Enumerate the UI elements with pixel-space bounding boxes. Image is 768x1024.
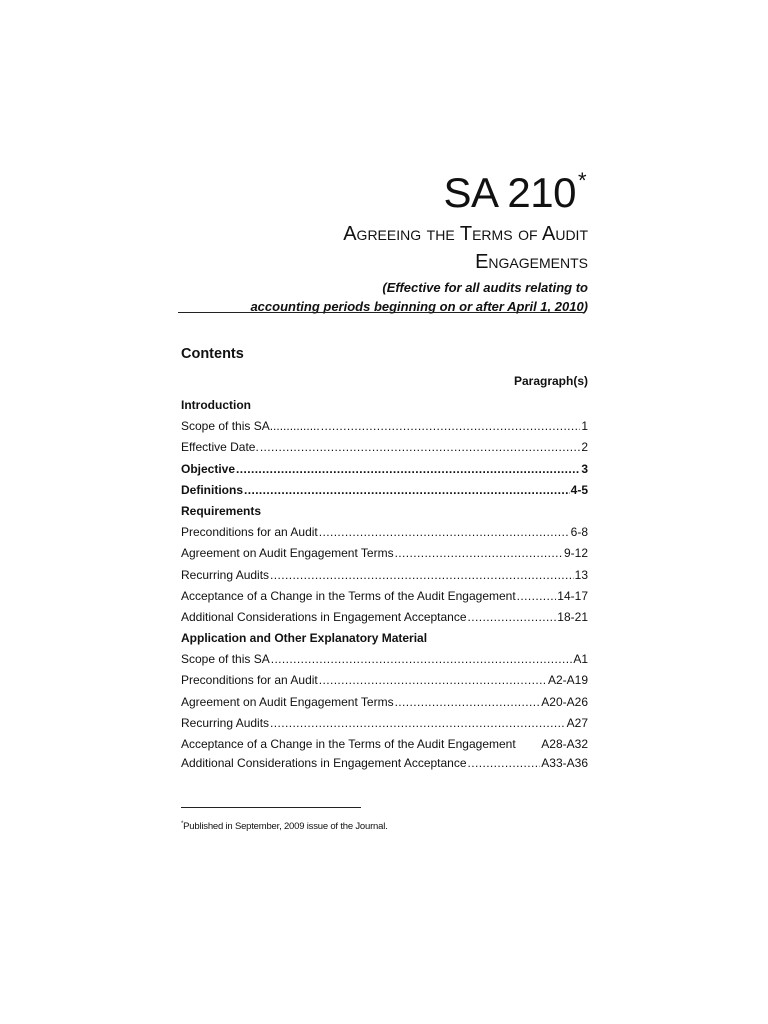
toc-entry-label: Recurring Audits	[181, 715, 270, 730]
document-header	[178, 160, 588, 316]
toc-paragraph-ref: A33-A36	[541, 756, 588, 770]
dot-leader	[319, 673, 547, 687]
effective-date-line: (Effective for all audits relating to	[382, 280, 588, 295]
dot-leader	[260, 440, 580, 454]
footnote-divider	[181, 807, 361, 808]
table-of-contents	[181, 398, 588, 777]
toc-entry-label: Scope of this SA	[181, 652, 270, 667]
dot-leader	[244, 483, 570, 497]
toc-paragraph-ref: 18-21	[557, 609, 588, 624]
toc-entry	[181, 462, 588, 483]
toc-paragraph-ref: 9-12	[563, 546, 588, 561]
dot-leader	[270, 568, 574, 582]
toc-entry	[181, 419, 588, 440]
toc-paragraph-ref: A1	[573, 652, 588, 667]
toc-entry	[181, 440, 588, 461]
toc-entry	[181, 525, 588, 546]
toc-entry-label: Recurring Audits	[181, 567, 270, 582]
dot-leader	[395, 546, 563, 560]
toc-entry	[181, 756, 588, 777]
toc-paragraph-ref: 13	[574, 567, 588, 582]
toc-section-heading	[181, 504, 588, 525]
footnote-text: Published in September, 2009 issue of the Journal.	[183, 821, 388, 833]
toc-entry	[181, 589, 588, 610]
dot-leader	[319, 525, 570, 539]
toc-paragraph-ref: 2	[581, 440, 588, 455]
toc-paragraph-ref: 3	[581, 461, 588, 476]
dot-leader	[321, 419, 581, 433]
standard-number-text: SA 210	[443, 169, 576, 216]
toc-entry-label: Preconditions for an Audit	[181, 525, 318, 540]
toc-entry-label: Additional Considerations in Engagement Acceptance	[181, 756, 467, 770]
toc-entry-label: Preconditions for an Audit	[181, 673, 318, 688]
toc-entry	[181, 610, 588, 631]
standard-title-line: Agreeing the Terms of Audit	[343, 223, 588, 245]
toc-entry	[181, 695, 588, 716]
standard-title	[178, 220, 588, 276]
toc-paragraph-ref: A27	[566, 715, 588, 730]
standard-number	[178, 160, 586, 218]
toc-entry-label: Agreement on Audit Engagement Terms	[181, 546, 394, 561]
contents-heading: Contents	[181, 346, 244, 362]
toc-entry-label: Acceptance of a Change in the Terms of the Audit Engagement	[181, 588, 516, 603]
toc-entry	[181, 716, 588, 737]
toc-paragraph-ref: A2-A19	[547, 673, 588, 688]
effective-date-line: accounting periods beginning on or after April 1, 2010)	[250, 299, 588, 314]
toc-paragraph-ref: 4-5	[570, 482, 588, 497]
standard-title-line: Engagements	[475, 251, 588, 273]
toc-entry-label: Application and Other Explanatory Material	[181, 631, 428, 646]
dot-leader	[468, 756, 541, 770]
toc-paragraph-ref: 1	[581, 419, 588, 434]
toc-entry	[181, 568, 588, 589]
dot-leader	[517, 589, 557, 603]
toc-entry	[181, 483, 588, 504]
toc-entry-label: Requirements	[181, 503, 262, 518]
toc-paragraph-ref: 6-8	[570, 525, 588, 540]
toc-entry	[181, 737, 588, 756]
paragraphs-column-heading: Paragraph(s)	[513, 374, 588, 388]
toc-entry-label: Additional Considerations in Engagement Acceptance	[181, 609, 467, 624]
dot-leader	[271, 652, 573, 666]
toc-entry-label: Agreement on Audit Engagement Terms	[181, 694, 394, 709]
toc-entry-label: Acceptance of a Change in the Terms of the Audit Engagement	[181, 737, 516, 751]
toc-entry-label: Definitions	[181, 482, 243, 497]
toc-paragraph-ref: A20-A26	[541, 694, 588, 709]
dot-leader	[468, 610, 557, 624]
footnote-reference: *	[577, 168, 586, 193]
footnote-marker: *	[181, 821, 184, 827]
toc-entry-label: Objective	[181, 461, 236, 476]
footnote	[181, 821, 388, 832]
dot-leader	[395, 695, 541, 709]
effective-date-note	[178, 278, 588, 316]
toc-entry-label: Scope of this SA...............	[181, 419, 320, 434]
toc-entry-label: Effective Date.	[181, 440, 259, 455]
dot-leader	[270, 716, 566, 730]
toc-paragraph-ref: A28-A32	[541, 737, 588, 751]
toc-entry	[181, 673, 588, 694]
header-divider	[178, 312, 584, 313]
dot-leader	[236, 462, 580, 476]
toc-entry	[181, 546, 588, 567]
toc-section-heading	[181, 398, 588, 419]
toc-paragraph-ref: 14-17	[557, 588, 588, 603]
toc-entry-label: Introduction	[181, 398, 251, 412]
toc-section-heading	[181, 631, 588, 652]
toc-entry	[181, 652, 588, 673]
